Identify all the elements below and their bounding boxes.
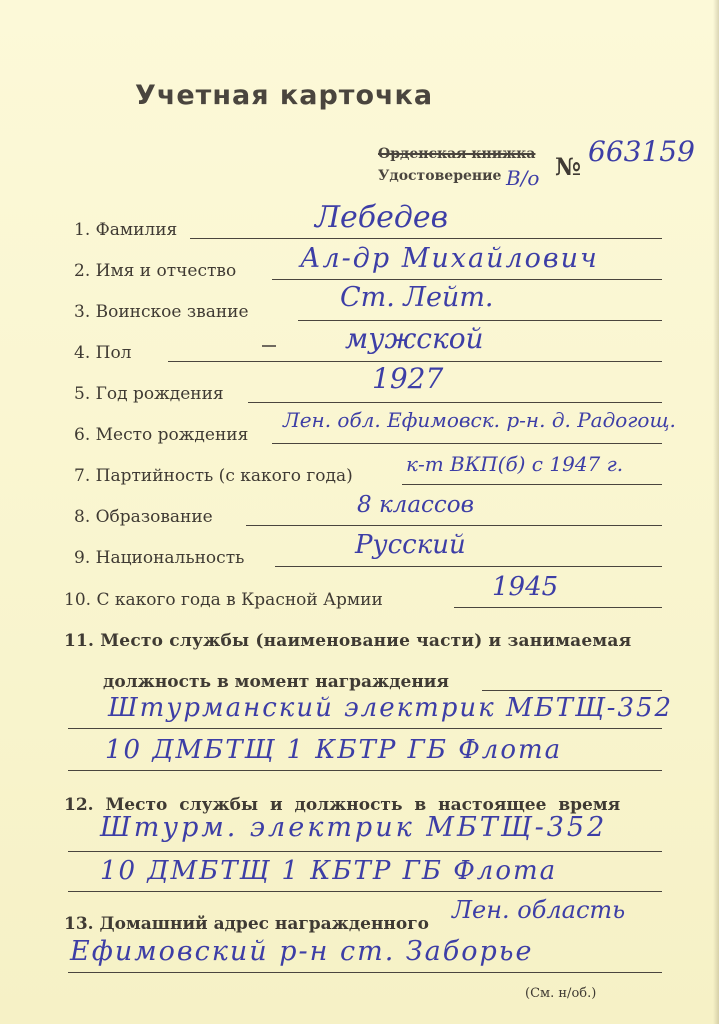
field-nationality-label: 9. Национальность — [74, 548, 245, 568]
field-party-label: 7. Партийность (с какого года) — [74, 466, 353, 486]
ink-tick-mark — [262, 345, 276, 347]
field-education-line — [246, 525, 662, 526]
field-name-label: 2. Имя и отчество — [74, 261, 237, 281]
field-education-label: 8. Образование — [74, 507, 213, 527]
field-service-place-label-line2: должность в момент награждения — [103, 672, 449, 692]
field-birthplace-value: Лен. обл. Ефимовск. р-н. д. Радогощ. — [283, 408, 676, 432]
field-rank-label: 3. Воинское звание — [74, 302, 249, 322]
field-sex-label: 4. Пол — [74, 343, 132, 363]
paper-edge-shadow — [713, 0, 719, 1024]
field-birth-year-line — [248, 402, 662, 403]
field-nationality-value: Русский — [355, 530, 466, 560]
field-surname-label: 1. Фамилия — [74, 220, 178, 240]
field-nationality-line — [275, 566, 662, 567]
field-birthplace-label: 6. Место рождения — [74, 425, 249, 445]
field-party-value: к-т ВКП(б) с 1947 г. — [406, 452, 624, 476]
number-sign: № — [555, 152, 582, 181]
field-rank-line — [298, 320, 662, 321]
field-home-address-value-line1: Лен. область — [452, 896, 626, 924]
field-service-place-line1 — [68, 728, 662, 729]
field-current-service-value-line1: Штурм. электрик МБТЩ-352 — [100, 812, 608, 843]
field-home-address-line — [68, 972, 662, 973]
field-service-place-value-line1: Штурманский электрик МБТЩ-352 — [108, 693, 674, 723]
see-reverse-note: (См. н/об.) — [525, 986, 597, 1001]
field-party-line — [402, 484, 662, 485]
field-birth-year-value: 1927 — [372, 362, 444, 395]
field-rank-value: Ст. Лейт. — [340, 282, 494, 313]
field-current-service-line1 — [68, 851, 662, 852]
certificate-handwritten-mark: В/о — [506, 166, 540, 190]
field-army-year-line — [454, 607, 662, 608]
field-surname-value: Лебедев — [315, 200, 449, 235]
field-service-place-value-line2: 10 ДМБТЩ 1 КБТР ГБ Флота — [105, 735, 563, 765]
field-education-value: 8 классов — [357, 492, 475, 518]
field-service-place-line0 — [482, 690, 662, 691]
card-title: Учетная карточка — [135, 80, 434, 111]
field-army-year-value: 1945 — [492, 572, 559, 602]
field-name-value: Ал-др Михайлович — [300, 243, 599, 274]
field-surname-line — [190, 238, 662, 239]
field-current-service-value-line2: 10 ДМБТЩ 1 КБТР ГБ Флота — [100, 856, 558, 886]
field-birth-year-label: 5. Год рождения — [74, 384, 224, 404]
field-home-address-label: 13. Домашний адрес награжденного — [64, 914, 429, 934]
certificate-label: Удостоверение — [378, 168, 502, 184]
field-birthplace-line — [272, 443, 662, 444]
struck-order-book-label: Орденская книжка — [378, 146, 536, 162]
field-home-address-value-line2: Ефимовский р-н ст. Заборье — [70, 936, 534, 967]
certificate-number: 663159 — [588, 135, 695, 168]
field-service-place-label-line1: 11. Место службы (наименование части) и занимаемая — [64, 631, 632, 651]
field-current-service-label: 12. Место службы и должность в настоящее время — [64, 795, 621, 815]
field-service-place-line2 — [68, 770, 662, 771]
field-army-year-label: 10. С какого года в Красной Армии — [64, 590, 383, 610]
field-current-service-line2 — [68, 891, 662, 892]
field-sex-value: мужской — [345, 322, 484, 355]
field-name-line — [272, 279, 662, 280]
